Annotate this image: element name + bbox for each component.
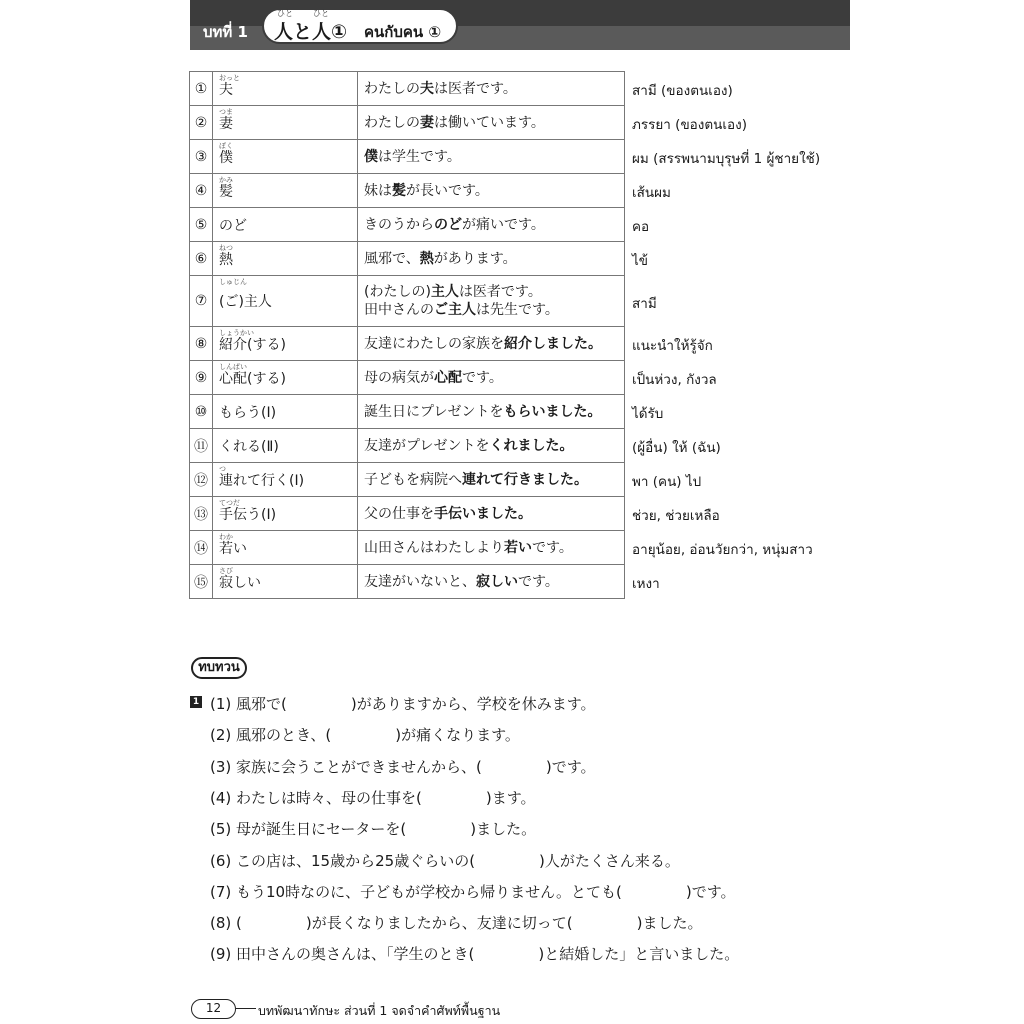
vocab-word bbox=[213, 72, 358, 106]
vocab-word-text: くれる(Ⅱ) bbox=[219, 438, 279, 455]
vocab-word-ruby: ねつ bbox=[219, 244, 233, 252]
vocab-example bbox=[358, 140, 625, 174]
vocab-example bbox=[358, 463, 625, 497]
exercise-number-box: 1 bbox=[190, 696, 202, 708]
vocab-row bbox=[190, 531, 625, 565]
vocab-word-text: 熱 bbox=[219, 251, 233, 268]
vocab-meaning: แนะนำให้รู้จัก bbox=[632, 338, 713, 354]
review-tag: ทบทวน bbox=[191, 657, 247, 679]
vocab-number: ⑨ bbox=[190, 361, 213, 395]
review-question: (1) 風邪で( )がありますから、学校を休みます。 bbox=[210, 695, 596, 713]
vocab-word bbox=[213, 497, 358, 531]
vocab-example bbox=[358, 395, 625, 429]
vocab-number: ⑦ bbox=[190, 276, 213, 327]
example-sentence: 子どもを病院へ連れて行きました。 bbox=[364, 471, 588, 488]
vocab-meaning: เหงา bbox=[632, 576, 660, 592]
vocab-word-ruby: しょうかい bbox=[219, 329, 254, 337]
review-question: (7) もう10時なのに、子どもが学校から帰りません。とても( )です。 bbox=[210, 882, 736, 901]
vocab-row bbox=[190, 208, 625, 242]
vocab-meaning: (ผู้อื่น) ให้ (ฉัน) bbox=[632, 440, 721, 456]
vocab-meaning: สามี bbox=[632, 295, 657, 312]
vocab-word-text: 僕 bbox=[219, 149, 233, 166]
example-sentence: 母の病気が心配です。 bbox=[364, 369, 503, 386]
vocab-word-text: もらう(Ⅰ) bbox=[219, 404, 277, 421]
vocab-row bbox=[190, 429, 625, 463]
vocab-meaning: พา (คน) ไป bbox=[632, 474, 702, 490]
vocab-number: ④ bbox=[190, 174, 213, 208]
review-question: (6) この店は、15歳から25歳ぐらいの( )人がたくさん来る。 bbox=[210, 851, 680, 870]
vocab-number: ⑩ bbox=[190, 395, 213, 429]
vocab-word bbox=[213, 361, 358, 395]
example-sentence: 父の仕事を手伝いました。 bbox=[364, 505, 532, 522]
vocab-meaning: สามี (ของตนเอง) bbox=[632, 83, 733, 99]
vocab-word-text: 心配(する) bbox=[219, 370, 286, 387]
example-sentence: 友達がいないと、寂しいです。 bbox=[364, 573, 559, 590]
vocab-row bbox=[190, 395, 625, 429]
vocab-word-ruby: かみ bbox=[219, 176, 233, 184]
vocab-example bbox=[358, 72, 625, 106]
vocab-row bbox=[190, 72, 625, 106]
vocab-example bbox=[358, 208, 625, 242]
vocab-number: ⑫ bbox=[190, 463, 213, 497]
vocab-example bbox=[358, 531, 625, 565]
review-question: (2) 風邪のとき、( )が痛くなります。 bbox=[210, 726, 520, 745]
vocab-word-ruby: おっと bbox=[219, 74, 240, 82]
vocab-meaning: ไข้ bbox=[632, 253, 649, 269]
title-japanese: 人と人① bbox=[274, 21, 348, 43]
vocab-word-ruby: しゅじん bbox=[219, 278, 247, 286]
example-sentence: 田中さんのご主人は先生です。 bbox=[364, 302, 559, 318]
vocab-word bbox=[213, 174, 358, 208]
vocab-number: ③ bbox=[190, 140, 213, 174]
vocab-meaning: เป็นห่วง, กังวล bbox=[632, 372, 717, 388]
vocab-row bbox=[190, 463, 625, 497]
example-sentence: 誕生日にプレゼントをもらいました。 bbox=[364, 403, 602, 420]
vocab-word-text: 夫 bbox=[219, 81, 233, 98]
review-question: (4) わたしは時々、母の仕事を( )ます。 bbox=[210, 788, 536, 807]
vocab-example bbox=[358, 174, 625, 208]
example-sentence: きのうからのどが痛いです。 bbox=[364, 216, 545, 233]
vocab-example bbox=[358, 106, 625, 140]
page-number: 12 bbox=[191, 999, 236, 1019]
title-ruby-2: ひと bbox=[313, 9, 329, 18]
vocab-number: ⑥ bbox=[190, 242, 213, 276]
vocab-word-text: 連れて行く(Ⅰ) bbox=[219, 472, 305, 489]
vocab-example bbox=[358, 565, 625, 599]
vocab-word bbox=[213, 429, 358, 463]
vocab-meaning: คอ bbox=[632, 219, 650, 235]
vocab-meaning: ผม (สรรพนามบุรุษที่ 1 ผู้ชายใช้) bbox=[632, 151, 821, 167]
example-sentence: 風邪で、熱があります。 bbox=[364, 250, 517, 267]
vocab-meaning: ได้รับ bbox=[632, 406, 664, 422]
vocab-example bbox=[358, 276, 625, 327]
vocab-example bbox=[358, 429, 625, 463]
vocab-word bbox=[213, 327, 358, 361]
footer-rule bbox=[236, 1008, 256, 1009]
title-pill bbox=[262, 8, 458, 44]
vocab-word-ruby: しんぱい bbox=[219, 363, 247, 371]
vocab-word bbox=[213, 463, 358, 497]
vocab-word-ruby: ぼく bbox=[219, 142, 233, 150]
vocab-row bbox=[190, 361, 625, 395]
vocab-number: ⑭ bbox=[190, 531, 213, 565]
vocab-example bbox=[358, 361, 625, 395]
review-question: (5) 母が誕生日にセーターを( )ました。 bbox=[210, 820, 537, 839]
example-sentence: 友達がプレゼントをくれました。 bbox=[364, 437, 574, 454]
vocab-word-text: 若い bbox=[219, 540, 247, 557]
example-sentence: (わたしの)主人は医者です。 bbox=[364, 284, 542, 300]
vocab-row bbox=[190, 242, 625, 276]
vocab-word bbox=[213, 395, 358, 429]
vocab-number: ② bbox=[190, 106, 213, 140]
vocab-word-ruby: さび bbox=[219, 567, 233, 575]
vocab-word-text: 髪 bbox=[219, 183, 233, 200]
vocab-row bbox=[190, 497, 625, 531]
vocab-meaning: เส้นผม bbox=[632, 185, 671, 201]
vocab-number: ⑪ bbox=[190, 429, 213, 463]
vocab-word-ruby: てつだ bbox=[219, 499, 240, 507]
vocab-meaning: อายุน้อย, อ่อนวัยกว่า, หนุ่มสาว bbox=[632, 542, 813, 558]
vocab-word bbox=[213, 242, 358, 276]
vocab-row bbox=[190, 174, 625, 208]
example-sentence: わたしの妻は働いています。 bbox=[364, 114, 545, 131]
vocab-meaning: ภรรยา (ของตนเอง) bbox=[632, 117, 747, 133]
example-sentence: わたしの夫は医者です。 bbox=[364, 80, 517, 97]
footer-section-title: บทพัฒนาทักษะ ส่วนที่ 1 จดจำคำศัพท์พื้นฐาน bbox=[258, 1003, 501, 1018]
vocab-row bbox=[190, 565, 625, 599]
review-question: (8) ( )が長くなりましたから、友達に切って( )ました。 bbox=[210, 914, 703, 933]
vocab-number: ⑮ bbox=[190, 565, 213, 599]
vocab-example bbox=[358, 242, 625, 276]
vocab-word-text: 手伝う(Ⅰ) bbox=[219, 506, 277, 523]
vocab-row bbox=[190, 276, 625, 327]
vocab-word-text: (ご)主人 bbox=[219, 294, 272, 310]
vocab-word bbox=[213, 531, 358, 565]
vocab-word bbox=[213, 106, 358, 140]
vocab-number: ⑬ bbox=[190, 497, 213, 531]
example-sentence: 妹は髪が長いです。 bbox=[364, 182, 489, 199]
vocab-word-text: 妻 bbox=[219, 115, 233, 132]
vocab-number: ① bbox=[190, 72, 213, 106]
review-question: (9) 田中さんの奥さんは、「学生のとき( )と結婚した」と言いました。 bbox=[210, 945, 740, 964]
vocab-word-ruby: わか bbox=[219, 533, 233, 541]
vocab-word bbox=[213, 565, 358, 599]
example-sentence: 僕は学生です。 bbox=[364, 148, 461, 165]
vocab-word-ruby: つま bbox=[219, 108, 233, 116]
title-ruby-1: ひと bbox=[277, 9, 293, 18]
vocab-row bbox=[190, 140, 625, 174]
vocab-row bbox=[190, 106, 625, 140]
vocab-word-text: のど bbox=[219, 217, 247, 234]
vocab-number: ⑧ bbox=[190, 327, 213, 361]
review-question: (3) 家族に会うことができませんから、( )です。 bbox=[210, 757, 596, 776]
vocab-table bbox=[189, 71, 625, 599]
example-sentence: 山田さんはわたしより若いです。 bbox=[364, 539, 573, 556]
example-sentence: 友達にわたしの家族を紹介しました。 bbox=[364, 335, 602, 352]
vocab-word-text: 紹介(する) bbox=[219, 336, 286, 353]
vocab-word-text: 寂しい bbox=[219, 574, 261, 591]
vocab-word bbox=[213, 276, 358, 327]
vocab-word bbox=[213, 140, 358, 174]
vocab-example bbox=[358, 497, 625, 531]
vocab-number: ⑤ bbox=[190, 208, 213, 242]
vocab-row bbox=[190, 327, 625, 361]
vocab-word-ruby: つ bbox=[219, 465, 226, 473]
vocab-word bbox=[213, 208, 358, 242]
vocab-meaning: ช่วย, ช่วยเหลือ bbox=[632, 508, 720, 524]
lesson-label: บทที่ 1 bbox=[203, 23, 248, 41]
title-thai: คนกับคน ① bbox=[364, 23, 442, 41]
vocab-example bbox=[358, 327, 625, 361]
